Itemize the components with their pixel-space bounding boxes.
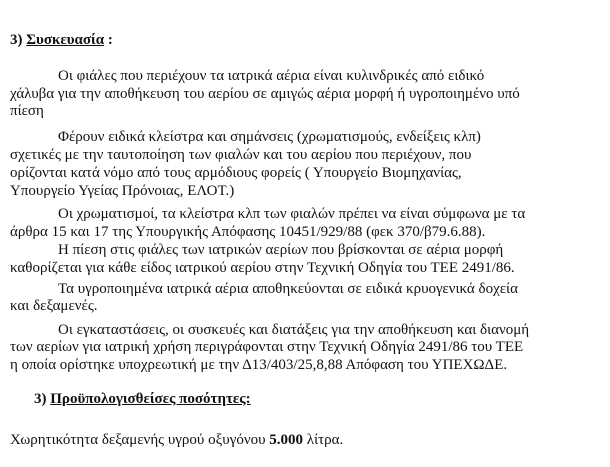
paragraph-3-line-4: καθορίζεται για κάθε είδος ιατρικού αερίου στην Τεχνική Οδηγία του ΤΕΕ 2491/86. [10, 260, 515, 276]
section-2-title [34, 391, 251, 408]
capacity-line [10, 432, 343, 449]
section-2-number: 3) [34, 391, 47, 407]
paragraph-1-line-1: Οι φιάλες που περιέχουν τα ιατρικά αέρια είναι κυλινδρικές από ειδικό [58, 68, 485, 84]
paragraph-5-line-2: των αερίων για ιατρική χρήση περιγράφονται στην Τεχνική Οδηγία 2491/86 του ΤΕΕ [10, 339, 524, 355]
paragraph-2-line-1: Φέρουν ειδικά κλείστρα και σημάνσεις (χρωματισμούς, ενδείξεις κλπ) [58, 129, 481, 145]
paragraph-3-line-1: Οι χρωματισμοί, τα κλείστρα κλπ των φιαλών πρέπει να είναι σύμφωνα με τα [58, 206, 526, 222]
capacity-text: Χωρητικότητα δεξαμενής υγρού οξυγόνου [10, 432, 270, 448]
section-suffix: : [104, 32, 113, 48]
paragraph-2-line-2: σχετικές με την ταυτοποίηση των φιαλών και του αερίου που περιέχουν, που [10, 147, 472, 163]
section-label: Συσκευασία [26, 32, 105, 48]
paragraph-5-line-3: η οποία ορίστηκε υποχρεωτική με την Δ13/403/25,8,88 Απόφαση του ΥΠΕΧΩΔΕ. [10, 357, 508, 373]
section-2-label: Προϋπολογισθείσες ποσότητες: [50, 391, 251, 407]
paragraph-4-line-1: Τα υγροποιημένα ιατρικά αέρια αποθηκεύονται σε ειδικά κρυογενικά δοχεία [58, 281, 518, 297]
capacity-unit: λίτρα. [303, 432, 344, 448]
paragraph-2-line-3: ορίζονται κατά νόμο από τους αρμόδιους φορείς ( Υπουργείο Βιομηχανίας, [10, 165, 462, 181]
paragraph-2-line-4: Υπουργείο Υγείας Πρόνοιας, ΕΛΟΤ.) [10, 183, 235, 199]
paragraph-4-line-2: και δεξαμενές. [10, 298, 98, 314]
section-title [10, 32, 113, 49]
paragraph-1-line-3: πίεση [10, 103, 44, 119]
paragraph-5-line-1: Οι εγκαταστάσεις, οι συσκευές και διατάξεις για την αποθήκευση και διανομή [58, 322, 530, 338]
section-number: 3) [10, 32, 23, 48]
paragraph-1-line-2: χάλυβα για την αποθήκευση του αερίου σε αμιγώς αέρια μορφή ή υγροποιημένο υπό [10, 86, 520, 102]
capacity-value: 5.000 [269, 432, 304, 448]
paragraph-3-line-3: Η πίεση στις φιάλες των ιατρικών αερίων που βρίσκονται σε αέρια μορφή [58, 242, 504, 258]
paragraph-3-line-2: άρθρα 15 και 17 της Υπουργικής Απόφασης 10451/929/88 (φεκ 370/β79.6.88). [10, 224, 486, 240]
